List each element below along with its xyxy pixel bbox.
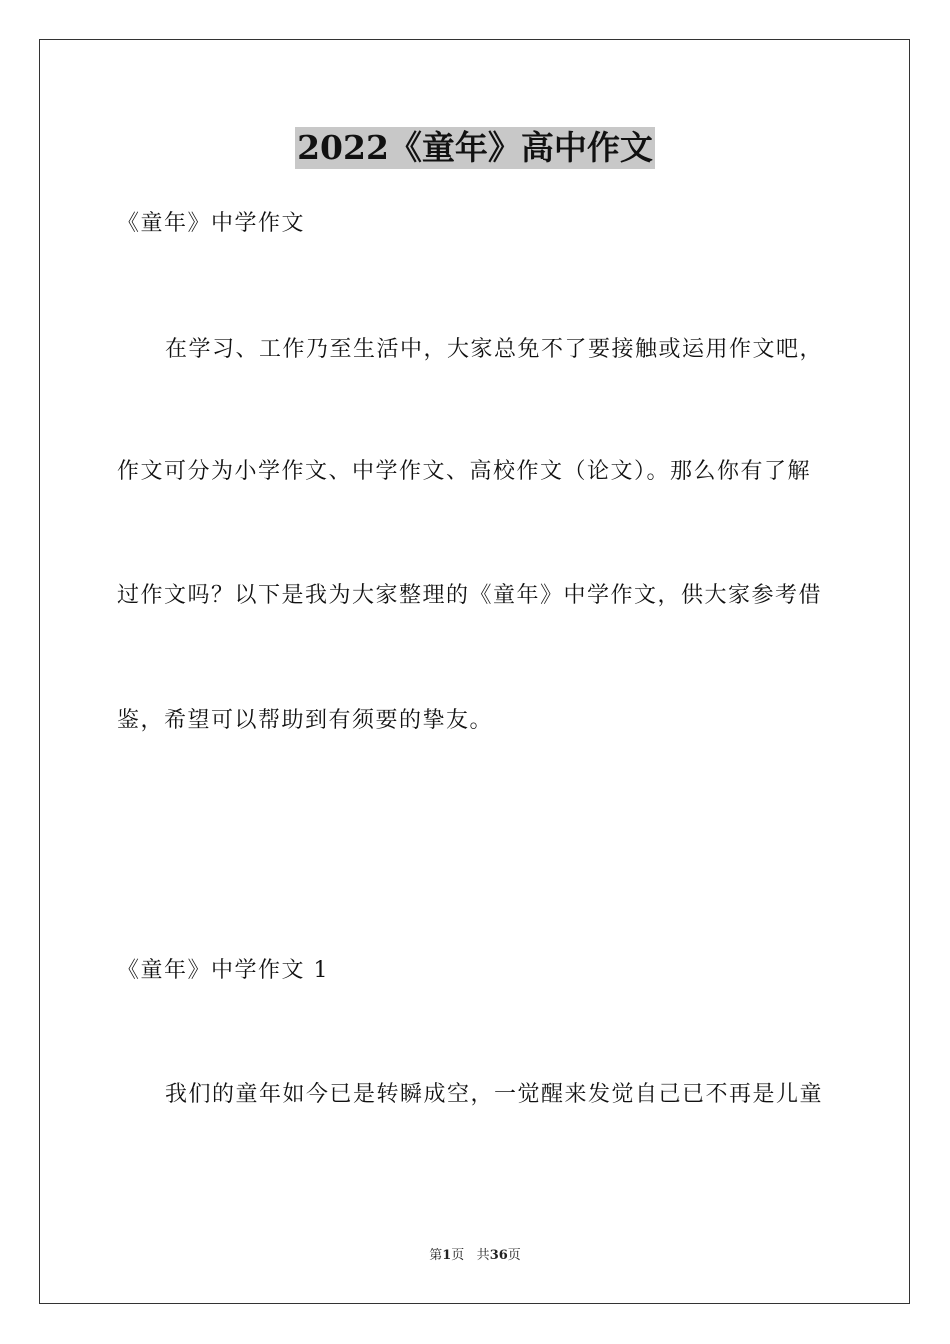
intro-line-4: 鉴，希望可以帮助到有须要的挚友。 (117, 708, 494, 733)
intro-line-2: 作文可分为小学作文、中学作文、高校作文（论文）。那么你有了解 (117, 459, 812, 484)
section-first-line: 我们的童年如今已是转瞬成空，一觉醒来发觉自己已不再是儿童 (165, 1082, 824, 1107)
section-heading: 《童年》中学作文 1 (117, 958, 329, 983)
footer-total-pages: 36 (489, 1248, 508, 1263)
footer-total-prefix: 共 (476, 1248, 490, 1263)
footer-page-number: 1 (442, 1248, 452, 1263)
page-footer (0, 1247, 950, 1265)
intro-line-3: 过作文吗？以下是我为大家整理的《童年》中学作文，供大家参考借 (117, 583, 823, 608)
document-subtitle: 《童年》中学作文 (117, 211, 306, 236)
footer-page-prefix: 第 (429, 1248, 443, 1263)
footer-total-suffix: 页 (507, 1248, 521, 1263)
footer-page-suffix: 页 (451, 1248, 465, 1263)
title-container (0, 127, 950, 169)
intro-line-1: 在学习、工作乃至生活中，大家总免不了要接触或运用作文吧， (165, 337, 824, 362)
document-title: 2022《童年》高中作文 (297, 128, 653, 167)
